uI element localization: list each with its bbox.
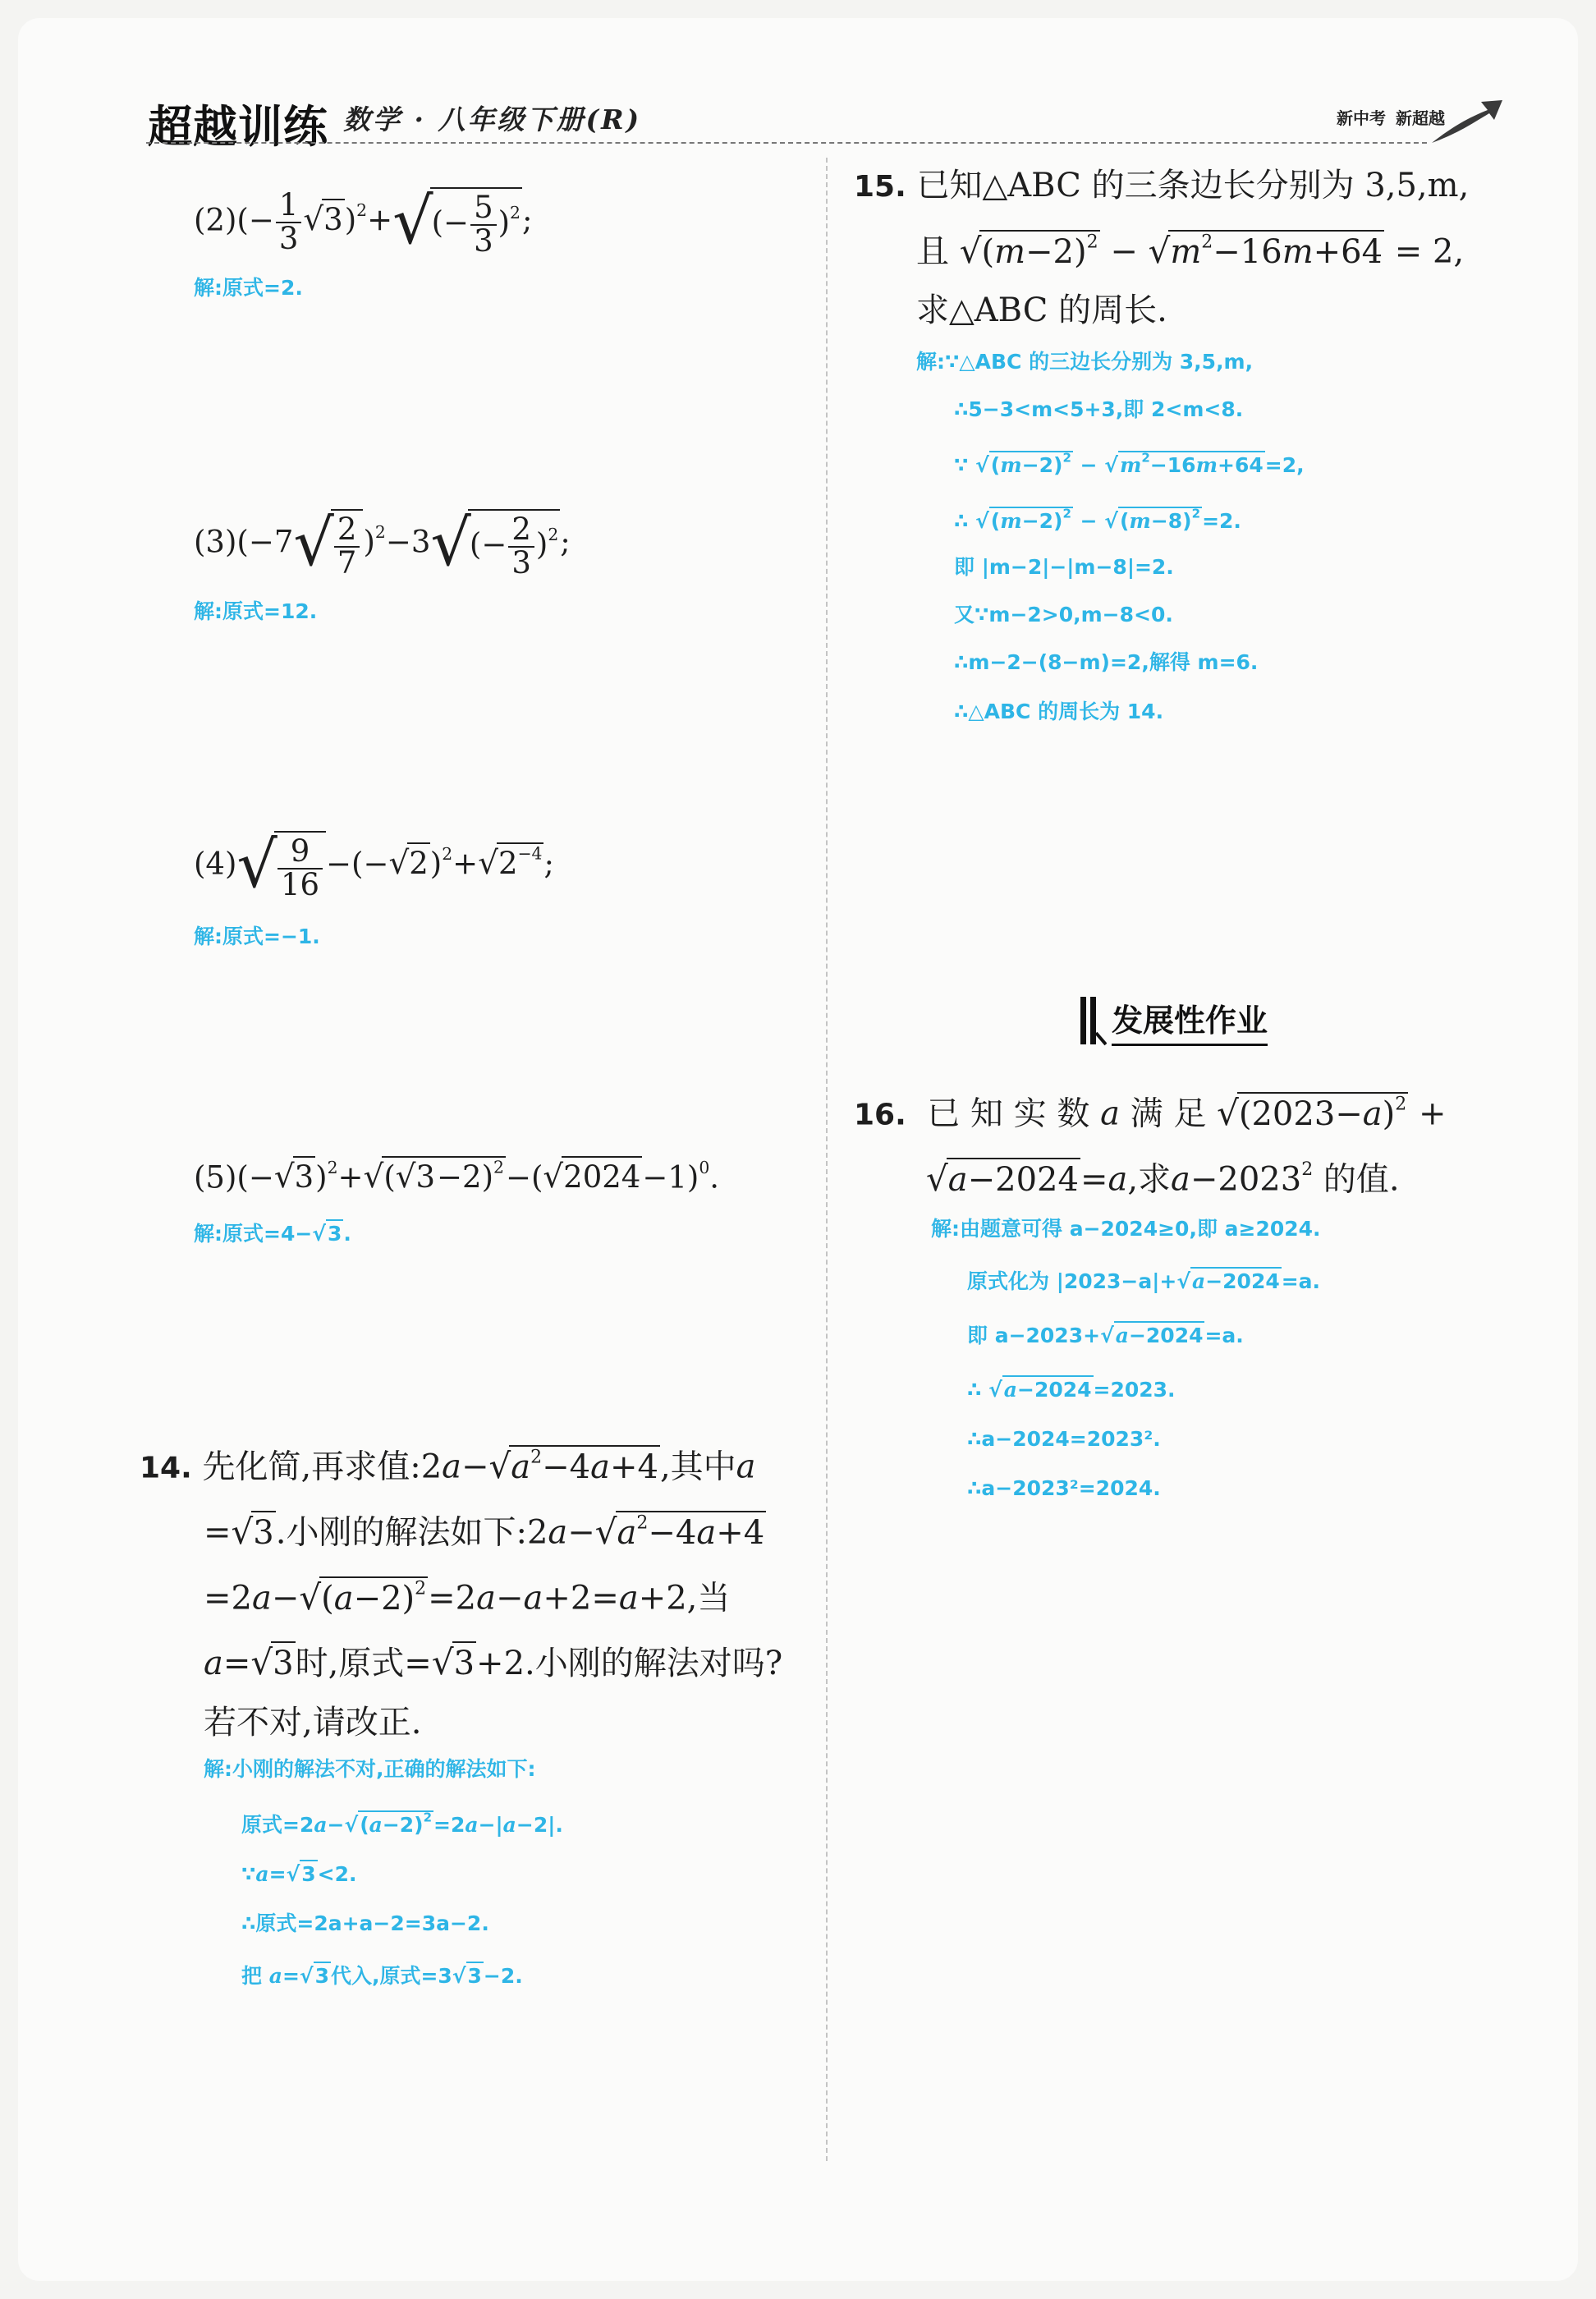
- question-14-line-1-tail: ,其中: [659, 1448, 736, 1486]
- question-14-line-1: 14. 先化简,再求值$:2a-√a^2-4a+4$,其中a: [140, 1445, 756, 1486]
- question-16-answer-3-tail: =a.: [1204, 1324, 1244, 1347]
- question-16-answer-1: 解:由题意可得 a−2024≥0,即 a≥2024.: [931, 1217, 1321, 1241]
- question-16-line-2: √a−2024=a,求$a-2023^2$ 的值.: [926, 1158, 1400, 1199]
- page-background: [18, 18, 1578, 2281]
- question-15-answer-8: ∴△ABC 的周长为 14.: [954, 700, 1164, 723]
- swoosh-arrow-icon: [1430, 92, 1504, 149]
- header-rule: [146, 142, 1427, 144]
- problem-4-label: (4): [194, 846, 237, 882]
- question-16-answer-2: 原式化为 |2023−a|+√a−2024=a.: [967, 1271, 1320, 1292]
- question-16-number: 16.: [854, 1098, 906, 1132]
- question-14-answer-2-tail: .: [555, 1812, 563, 1837]
- question-16-line-1-mid: 满 足: [1130, 1094, 1207, 1133]
- problem-2-label: (2): [194, 202, 237, 238]
- question-15-answer-4: ∴ $√(m-2)^2 - √(m-8)^2=2$.: [954, 506, 1241, 533]
- question-15-answer-3-tail: =2,: [1264, 452, 1305, 477]
- problem-4-answer: 解:原式=−1.: [194, 925, 320, 948]
- question-14-line-5: 若不对,请改正.: [204, 1704, 422, 1741]
- question-16-answer-2-prefix: 原式化为 |2023−a|+: [967, 1269, 1177, 1293]
- question-16-answer-5: ∴a−2024=2023².: [967, 1427, 1161, 1451]
- question-14-answer-5-tail: −2.: [483, 1964, 523, 1988]
- question-16-line-2-tail: ,求: [1127, 1160, 1172, 1199]
- question-16-answer-3: 即 a−2023+√a−2024=a.: [967, 1325, 1244, 1346]
- question-15-answer-1: 解:∵△ABC 的三边长分别为 3,5,m,: [916, 350, 1254, 374]
- question-15-line-2-prefix: 且: [916, 232, 949, 271]
- problem-3-answer: 解:原式=12.: [194, 599, 318, 623]
- question-15-line-2-tail: = 2,: [1394, 232, 1465, 271]
- section-title: 发展性作业: [1112, 995, 1268, 1046]
- question-15-answer-4-tail: =2.: [1202, 508, 1241, 533]
- question-16-answer-2-tail: =a.: [1281, 1269, 1321, 1293]
- problem-3-label: (3): [194, 524, 237, 560]
- question-16-answer-4-tail: =2023.: [1093, 1378, 1176, 1402]
- question-14-line-3: $=2a-√(a-2)^2=2a-a+2=a+2$,当: [204, 1576, 731, 1618]
- question-16-line-1: 16. 已 知 实 数 a 满 足 $√(2023-a)^2$ +: [854, 1092, 1447, 1133]
- question-15-answer-2: ∴5−3<m<5+3,即 2<m<8.: [954, 397, 1244, 421]
- problem-5-answer-text: 解:原式=4−: [194, 1222, 313, 1246]
- question-16-line-1-text: 已 知 实 数: [927, 1094, 1090, 1133]
- problem-5-answer: 解:原式=4−√3.: [194, 1223, 351, 1244]
- problem-4-expression: (4)√ $\frac{9}{16}$ $-(-√2)^2+√2^{-4}$;: [194, 828, 554, 902]
- question-15-line-1-text: 已知△ABC 的三条边长分别为 3,5,m,: [916, 167, 1470, 204]
- column-divider: [826, 158, 828, 2161]
- problem-2-expression: (2)(− $\frac{1}{3}$ √3)$^2$+√(− $\frac{5}{3}$ )$^2$;: [194, 184, 533, 259]
- question-14-answer-5-prefix: 把: [241, 1964, 263, 1988]
- question-15-answer-6: 又∵m−2>0,m−8<0.: [954, 603, 1173, 626]
- problem-5-label: (5): [194, 1159, 237, 1195]
- question-16-answer-6: ∴a−2023²=2024.: [967, 1476, 1161, 1500]
- question-15-answer-5: 即 |m−2|−|m−8|=2.: [954, 555, 1174, 579]
- question-14-line-2: =√3.小刚的解法如下$:2a-√a^2-4a+4$: [204, 1511, 765, 1552]
- question-14-line-4-mid: 时,原式=: [295, 1645, 432, 1682]
- question-14-answer-5: 把 a=√3代入,原式=3√3−2.: [241, 1966, 523, 1986]
- question-14-answer-2: 原式$=2a-√(a-2)^2=2a-|a-2|$.: [241, 1810, 563, 1837]
- question-14-answer-5-mid: 代入,原式=3: [330, 1964, 452, 1988]
- question-16-line-2-end: 的值.: [1323, 1160, 1400, 1199]
- section-heading: [1079, 993, 1268, 1048]
- book-subtitle: 数学 · 八年级下册(R): [343, 103, 642, 135]
- question-14-answer-2-mid: =2: [433, 1812, 466, 1837]
- question-14-line-3-tail: ,当: [686, 1579, 731, 1618]
- question-15-answer-3: ∵ $√(m-2)^2 - √m^2-16m+64=2$,: [954, 450, 1305, 477]
- question-14-line-2-text: .小刚的解法如下:: [275, 1513, 527, 1552]
- book-brand: 超越训练: [148, 101, 328, 153]
- question-14-answer-2-prefix: 原式=2: [241, 1812, 314, 1837]
- problem-5-answer-end: .: [343, 1222, 351, 1246]
- problem-3-expression: (3)(−7√ $\frac{2}{7}$ )$^2$−3√(− $\frac{2}{3}$ )$^2$;: [194, 506, 571, 580]
- section-bars-icon: [1079, 995, 1107, 1046]
- question-15-line-3: 求△ABC 的周长.: [916, 291, 1167, 329]
- question-16-answer-3-prefix: 即 a−2023+: [967, 1324, 1101, 1347]
- question-15-number: 15.: [854, 170, 906, 204]
- question-16-answer-4: ∴ √a−2024=2023.: [967, 1379, 1176, 1400]
- question-14-answer-3-tail: <2.: [317, 1862, 357, 1886]
- question-14-line-4: a=√3时,原式=√3+2.小刚的解法对吗?: [204, 1642, 783, 1682]
- series-brand-2: 新超越: [1396, 108, 1445, 128]
- question-14-prompt: 先化简,再求值:: [202, 1448, 421, 1486]
- question-14-answer-3: ∵a=√3<2.: [241, 1864, 357, 1884]
- question-14-answer-1: 解:小刚的解法不对,正确的解法如下:: [204, 1757, 536, 1781]
- problem-5-answer-radicand: 3: [326, 1219, 343, 1246]
- problem-5-expression: $(5)(-√3)^2+√(√3-2)^2-(√2024-1)^0$.: [194, 1158, 720, 1196]
- question-15-line-2: 且 $√(m-2)^2 - √m^2-16m+64 = 2$,: [916, 230, 1465, 271]
- series-brand-1: 新中考: [1337, 108, 1386, 128]
- question-14-answer-4: ∴原式=2a+a−2=3a−2.: [241, 1911, 489, 1935]
- question-15-answer-7: ∴m−2−(8−m)=2,解得 m=6.: [954, 650, 1259, 674]
- question-15-line-1: [854, 169, 1469, 202]
- question-14-number: 14.: [140, 1451, 192, 1485]
- problem-2-answer: 解:原式=2.: [194, 276, 303, 300]
- question-14-line-4-tail: +2.小刚的解法对吗?: [476, 1645, 783, 1682]
